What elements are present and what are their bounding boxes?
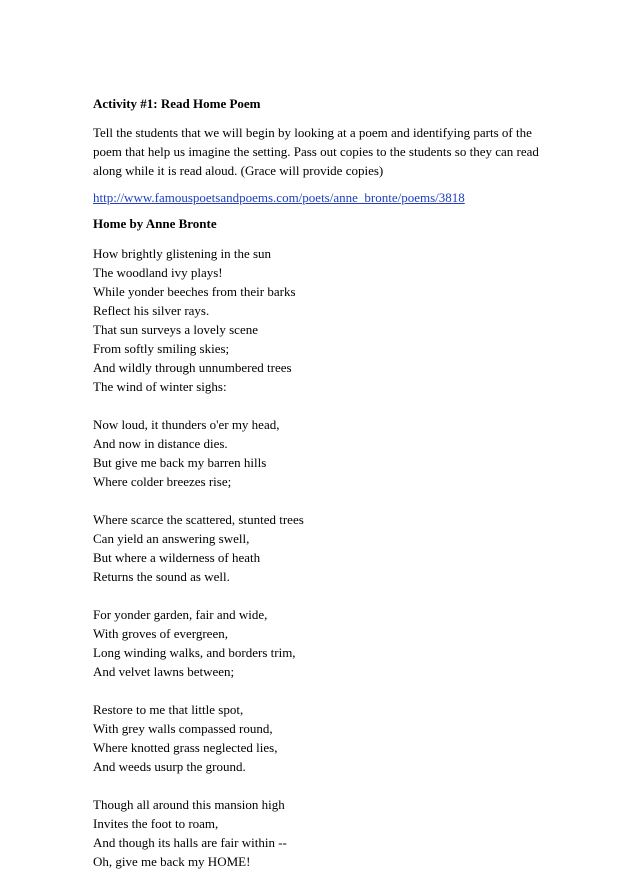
poem-line: And wildly through unnumbered trees <box>93 360 292 375</box>
poem-line: But where a wilderness of heath <box>93 550 261 565</box>
stanza-2 <box>93 415 563 491</box>
poem-line: Restore to me that little spot, <box>93 702 244 717</box>
poem-line: From softly smiling skies; <box>93 341 230 356</box>
poem-line: Can yield an answering swell, <box>93 531 250 546</box>
poem-line: Now loud, it thunders o'er my head, <box>93 417 280 432</box>
poem-line: And weeds usurp the ground. <box>93 759 246 774</box>
poem-body <box>93 244 563 871</box>
stanza-4 <box>93 605 563 681</box>
poem-line: Though all around this mansion high <box>93 797 285 812</box>
poem-line: Where colder breezes rise; <box>93 474 232 489</box>
poem-line: And velvet lawns between; <box>93 664 235 679</box>
stanza-5 <box>93 700 563 776</box>
stanza-6 <box>93 795 563 871</box>
poem-line: With groves of evergreen, <box>93 626 228 641</box>
poem-line: But give me back my barren hills <box>93 455 267 470</box>
poem-line: Oh, give me back my HOME! <box>93 854 251 869</box>
activity-instructions: Tell the students that we will begin by looking at a poem and identifying parts of the poem that help us imagine the setting. Pass out copies to the students so they can read along while it is read aloud. (Grace will provide copies) <box>93 125 539 178</box>
poem-line: Where knotted grass neglected lies, <box>93 740 278 755</box>
stanza-1 <box>93 244 563 396</box>
activity-heading: Activity #1: Read Home Poem <box>93 96 261 111</box>
poem-line: For yonder garden, fair and wide, <box>93 607 268 622</box>
poem-line: And now in distance dies. <box>93 436 228 451</box>
stanza-3 <box>93 510 563 586</box>
poem-line: That sun surveys a lovely scene <box>93 322 258 337</box>
poem-line: The wind of winter sighs: <box>93 379 227 394</box>
document-page <box>93 94 563 890</box>
poem-line: With grey walls compassed round, <box>93 721 273 736</box>
poem-line: Invites the foot to roam, <box>93 816 219 831</box>
poem-line: While yonder beeches from their barks <box>93 284 296 299</box>
poem-link[interactable]: http://www.famouspoetsandpoems.com/poets/anne_bronte/poems/3818 <box>93 190 465 205</box>
poem-line: Returns the sound as well. <box>93 569 230 584</box>
poem-line: How brightly glistening in the sun <box>93 246 272 261</box>
poem-line: The woodland ivy plays! <box>93 265 223 280</box>
poem-line: And though its halls are fair within -- <box>93 835 287 850</box>
poem-line: Reflect his silver rays. <box>93 303 210 318</box>
poem-line: Long winding walks, and borders trim, <box>93 645 296 660</box>
poem-line: Where scarce the scattered, stunted trees <box>93 512 304 527</box>
poem-title: Home by Anne Bronte <box>93 216 217 231</box>
